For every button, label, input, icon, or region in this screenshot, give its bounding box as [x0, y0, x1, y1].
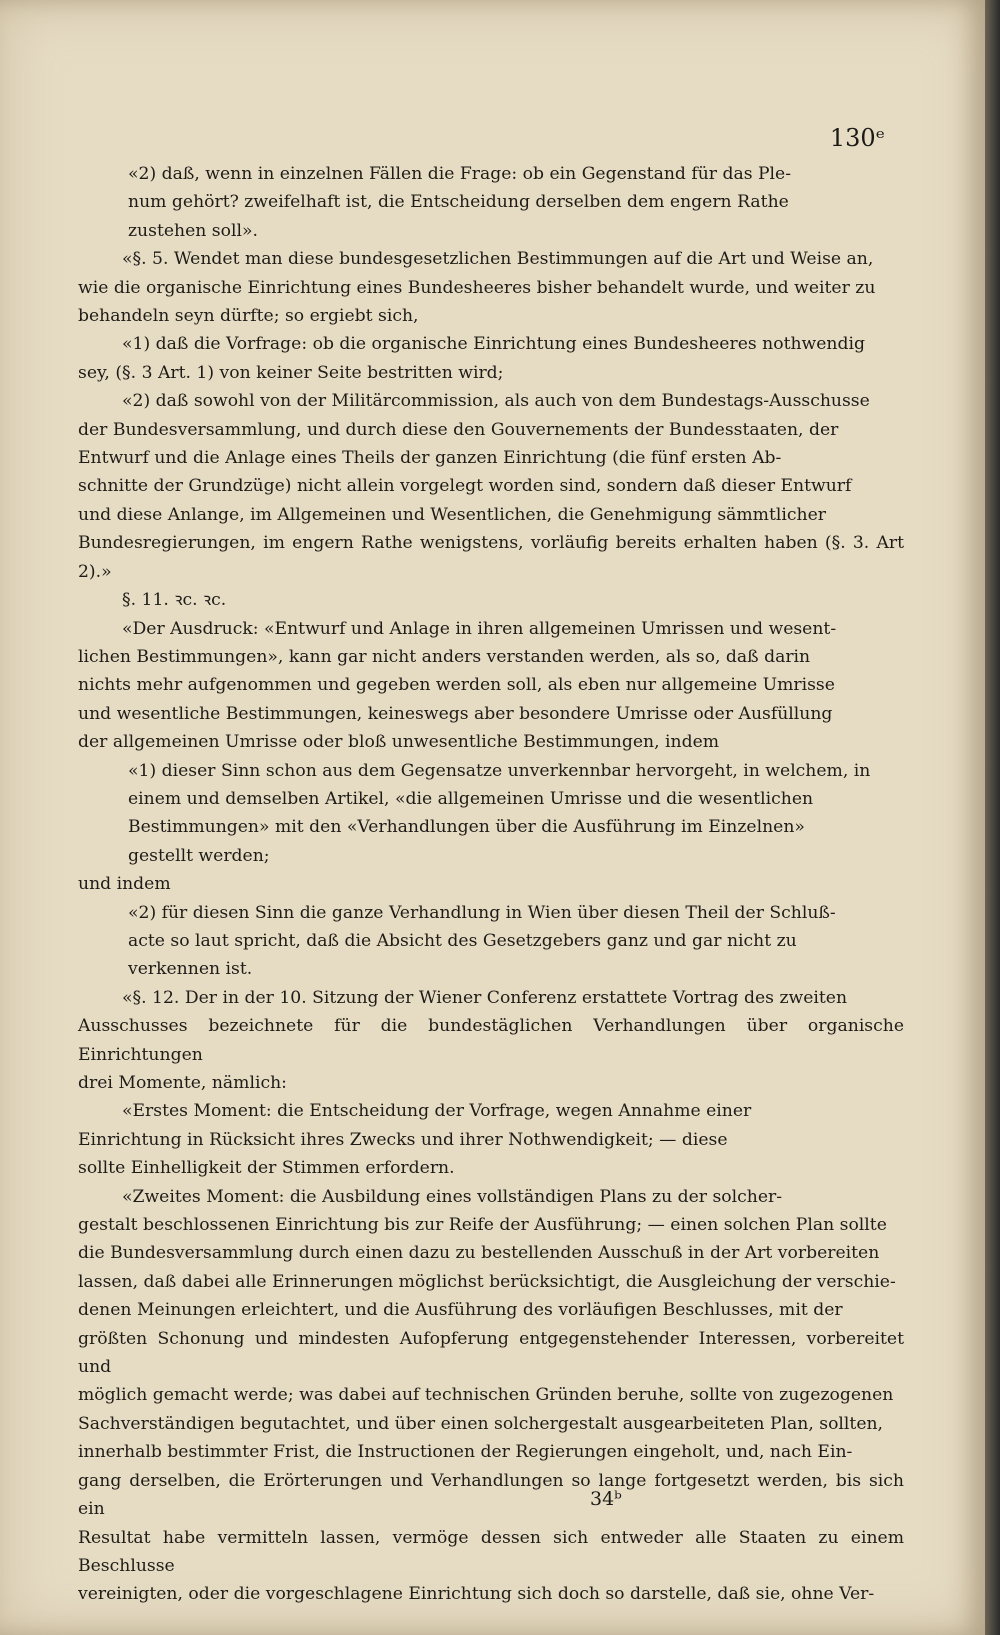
page-edge	[985, 0, 1000, 1635]
paragraph-numbered-1a: «1) daß die Vorfrage: ob die organische Einrichtung eines Bundesheeres nothwendig sey, (§. 3 Art. 1) von keiner Seite bestritten wird;	[78, 334, 865, 383]
paragraph-numbered-1b: «1) dieser Sinn schon aus dem Gegensatze unverkennbar hervorgeht, in welchem, in einem und demselben Artikel, «die allgemeinen Umrisse und die wesentlichen Bestimmungen» mit den «Verhandlungen über die Ausführung im Einzelnen» gestellt werden;	[128, 760, 871, 866]
paragraph-section-5: «§. 5. Wendet man diese bundesgesetzlichen Bestimmungen auf die Art und Weise an, wie die organische Einrichtung eines Bundesheeres bisher behandelt wurde, und weiter zu behandeln seyn dürfte; so ergiebt sich,	[78, 249, 876, 327]
paragraph-zweites-moment: «Zweites Moment: die Ausbildung eines vollständigen Plans zu der solcher- gestalt beschlossenen Einrichtung bis zur Reife der Ausführung; — einen solchen Plan sollte die Bundesversammlung durch einen dazu zu bestellenden Ausschuß in der Art vorbereiten lassen, daß dabei alle Erinnerungen möglichst berücksichtigt, die Ausgleichung der verschie- denen Meinungen erleichtert, und die Ausführung des vorläufigen Beschlusses, mit der größten Schonung und mindesten Aufopferung entgegenstehender Interessen, vorbereitet und möglich gemacht werde; was dabei auf technischen Gründen beruhe, sollte von zugezogenen Sachverständigen begutachtet, und über einen solchergestalt ausgearbeiteten Plan, sollten, innerhalb bestimmter Frist, die Instructionen der Regierungen eingeholt, und, nach Ein- gang derselben, die Erörterungen und Verhandlungen so lange fortgesetzt werden, bis sich ein Resultat habe vermitteln lassen, vermöge dessen sich entweder alle Staaten zu einem Beschlusse vereinigten, oder die vorgeschlagene Einrichtung sich doch so darstelle, daß sie, ohne Ver-	[78, 1186, 904, 1605]
paragraph-erstes-moment: «Erstes Moment: die Entscheidung der Vorfrage, wegen Annahme einer Einrichtung in Rücksicht ihres Zwecks und ihrer Nothwendigkeit; — diese sollte Einhelligkeit der Stimmen erfordern.	[78, 1101, 752, 1179]
page-text	[78, 160, 904, 1609]
paragraph-numbered-2a: «2) daß, wenn in einzelnen Fällen die Frage: ob ein Gegenstand für das Ple- num gehört? zweifelhaft ist, die Entscheidung derselben dem engern Rathe zustehen soll».	[128, 164, 792, 241]
paragraph-ausdruck: «Der Ausdruck: «Entwurf und Anlage in ihren allgemeinen Umrissen und wesent- lichen Bestimmungen», kann gar nicht anders verstanden werden, als so, daß darin nichts mehr aufgenommen und gegeben werden soll, als eben nur allgemeine Umrisse und wesentliche Bestimmungen, keineswegs aber besondere Umrisse oder Ausfüllung der allgemeinen Umrisse oder bloß unwesentliche Bestimmungen, indem	[78, 618, 837, 753]
paragraph-section-12: «§. 12. Der in der 10. Sitzung der Wiener Conferenz erstattete Vortrag des zweiten Ausschusses bezeichnete für die bundestäglichen Verhandlungen über organische Einrichtungen drei Momente, nämlich:	[78, 987, 904, 1093]
paragraph-numbered-2c: «2) für diesen Sinn die ganze Verhandlung in Wien über diesen Theil der Schluß- acte so laut spricht, daß die Absicht des Gesetzgebers ganz und gar nicht zu verkennen ist.	[128, 902, 836, 980]
printer-signature: 34ᵇ	[590, 1488, 622, 1510]
paragraph-und-indem: und indem	[78, 874, 171, 895]
paragraph-numbered-2b: «2) daß sowohl von der Militärcommission, als auch von dem Bundestags-Ausschusse der Bundesversammlung, und durch diese den Gouvernements der Bundesstaaten, der Entwurf und die Anlage eines Theils der ganzen Einrichtung (die fünf ersten Ab- schnitte der Grundzüge) nicht allein vorgelegt worden sind, sondern daß dieser Entwurf und diese Anlange, im Allgemeinen und Wesentlichen, die Genehmigung sämmtlicher Bundesregierungen, im engern Rathe wenigstens, vorläufig bereits erhalten haben (§. 3. Art 2).»	[78, 391, 904, 582]
paragraph-section-11: §. 11. ꝛc. ꝛc.	[122, 590, 227, 611]
page-number: 130ᵉ	[829, 124, 885, 152]
